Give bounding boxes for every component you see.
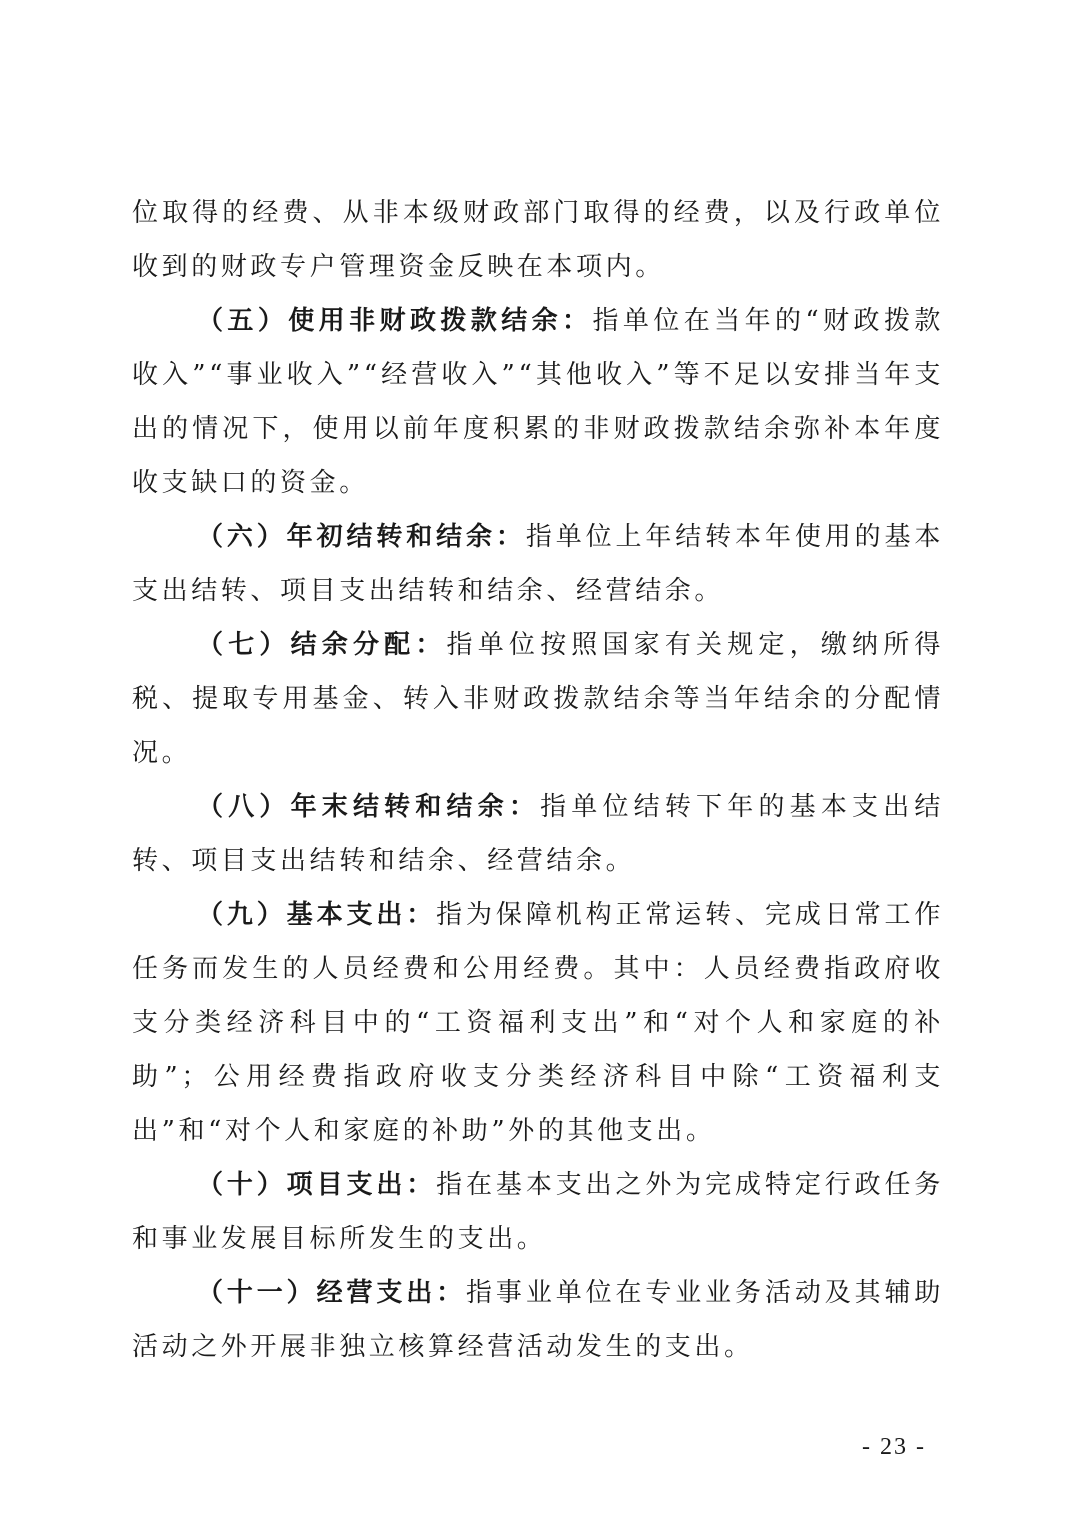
paragraph-item-6 — [132, 510, 944, 618]
paragraph-body: 位取得的经费、从非本级财政部门取得的经费，以及行政单位收到的财政专户管理资金反映在本项内。 — [132, 198, 944, 282]
paragraph-term: （十）项目支出： — [197, 1170, 437, 1200]
paragraph-item-7 — [132, 618, 944, 780]
paragraph-term: （九）基本支出： — [197, 900, 437, 930]
paragraph-body: 指单位上年结转本年使用的基本支出结转、项目支出结转和结余、经营结余。 — [132, 522, 944, 606]
paragraph-body: 指单位在当年的“财政拨款收入”“事业收入”“经营收入”“其他收入”等不足以安排当年支出的情况下，使用以前年度积累的非财政拨款结余弥补本年度收支缺口的资金。 — [132, 306, 944, 498]
page-number: - 23 - — [862, 1434, 926, 1460]
document-body — [132, 186, 944, 1374]
paragraph-body: 指单位结转下年的基本支出结转、项目支出结转和结余、经营结余。 — [132, 792, 944, 876]
paragraph-item-8 — [132, 780, 944, 888]
paragraph-body: 指为保障机构正常运转、完成日常工作任务而发生的人员经费和公用经费。其中：人员经费指政府收支分类经济科目中的“工资福利支出”和“对个人和家庭的补助”；公用经费指政府收支分类经济科目中除“工资福利支出”和“对个人和家庭的补助”外的其他支出。 — [132, 900, 944, 1146]
paragraph-body: 指单位按照国家有关规定，缴纳所得税、提取专用基金、转入非财政拨款结余等当年结余的分配情况。 — [132, 630, 944, 768]
paragraph-term: （六）年初结转和结余： — [197, 522, 526, 552]
paragraph-item-9 — [132, 888, 944, 1158]
paragraph-term: （十一）经营支出： — [197, 1278, 467, 1308]
paragraph-item-5 — [132, 294, 944, 510]
paragraph-body: 指在基本支出之外为完成特定行政任务和事业发展目标所发生的支出。 — [132, 1170, 944, 1254]
paragraph-term: （八）年末结转和结余： — [197, 792, 541, 822]
paragraph-body: 指事业单位在专业业务活动及其辅助活动之外开展非独立核算经营活动发生的支出。 — [132, 1278, 944, 1362]
paragraph-item-10 — [132, 1158, 944, 1266]
paragraph-term: （七）结余分配： — [197, 630, 447, 660]
paragraph-item-11 — [132, 1266, 944, 1374]
paragraph-term: （五）使用非财政拨款结余： — [197, 306, 593, 336]
paragraph-continuation — [132, 186, 944, 294]
